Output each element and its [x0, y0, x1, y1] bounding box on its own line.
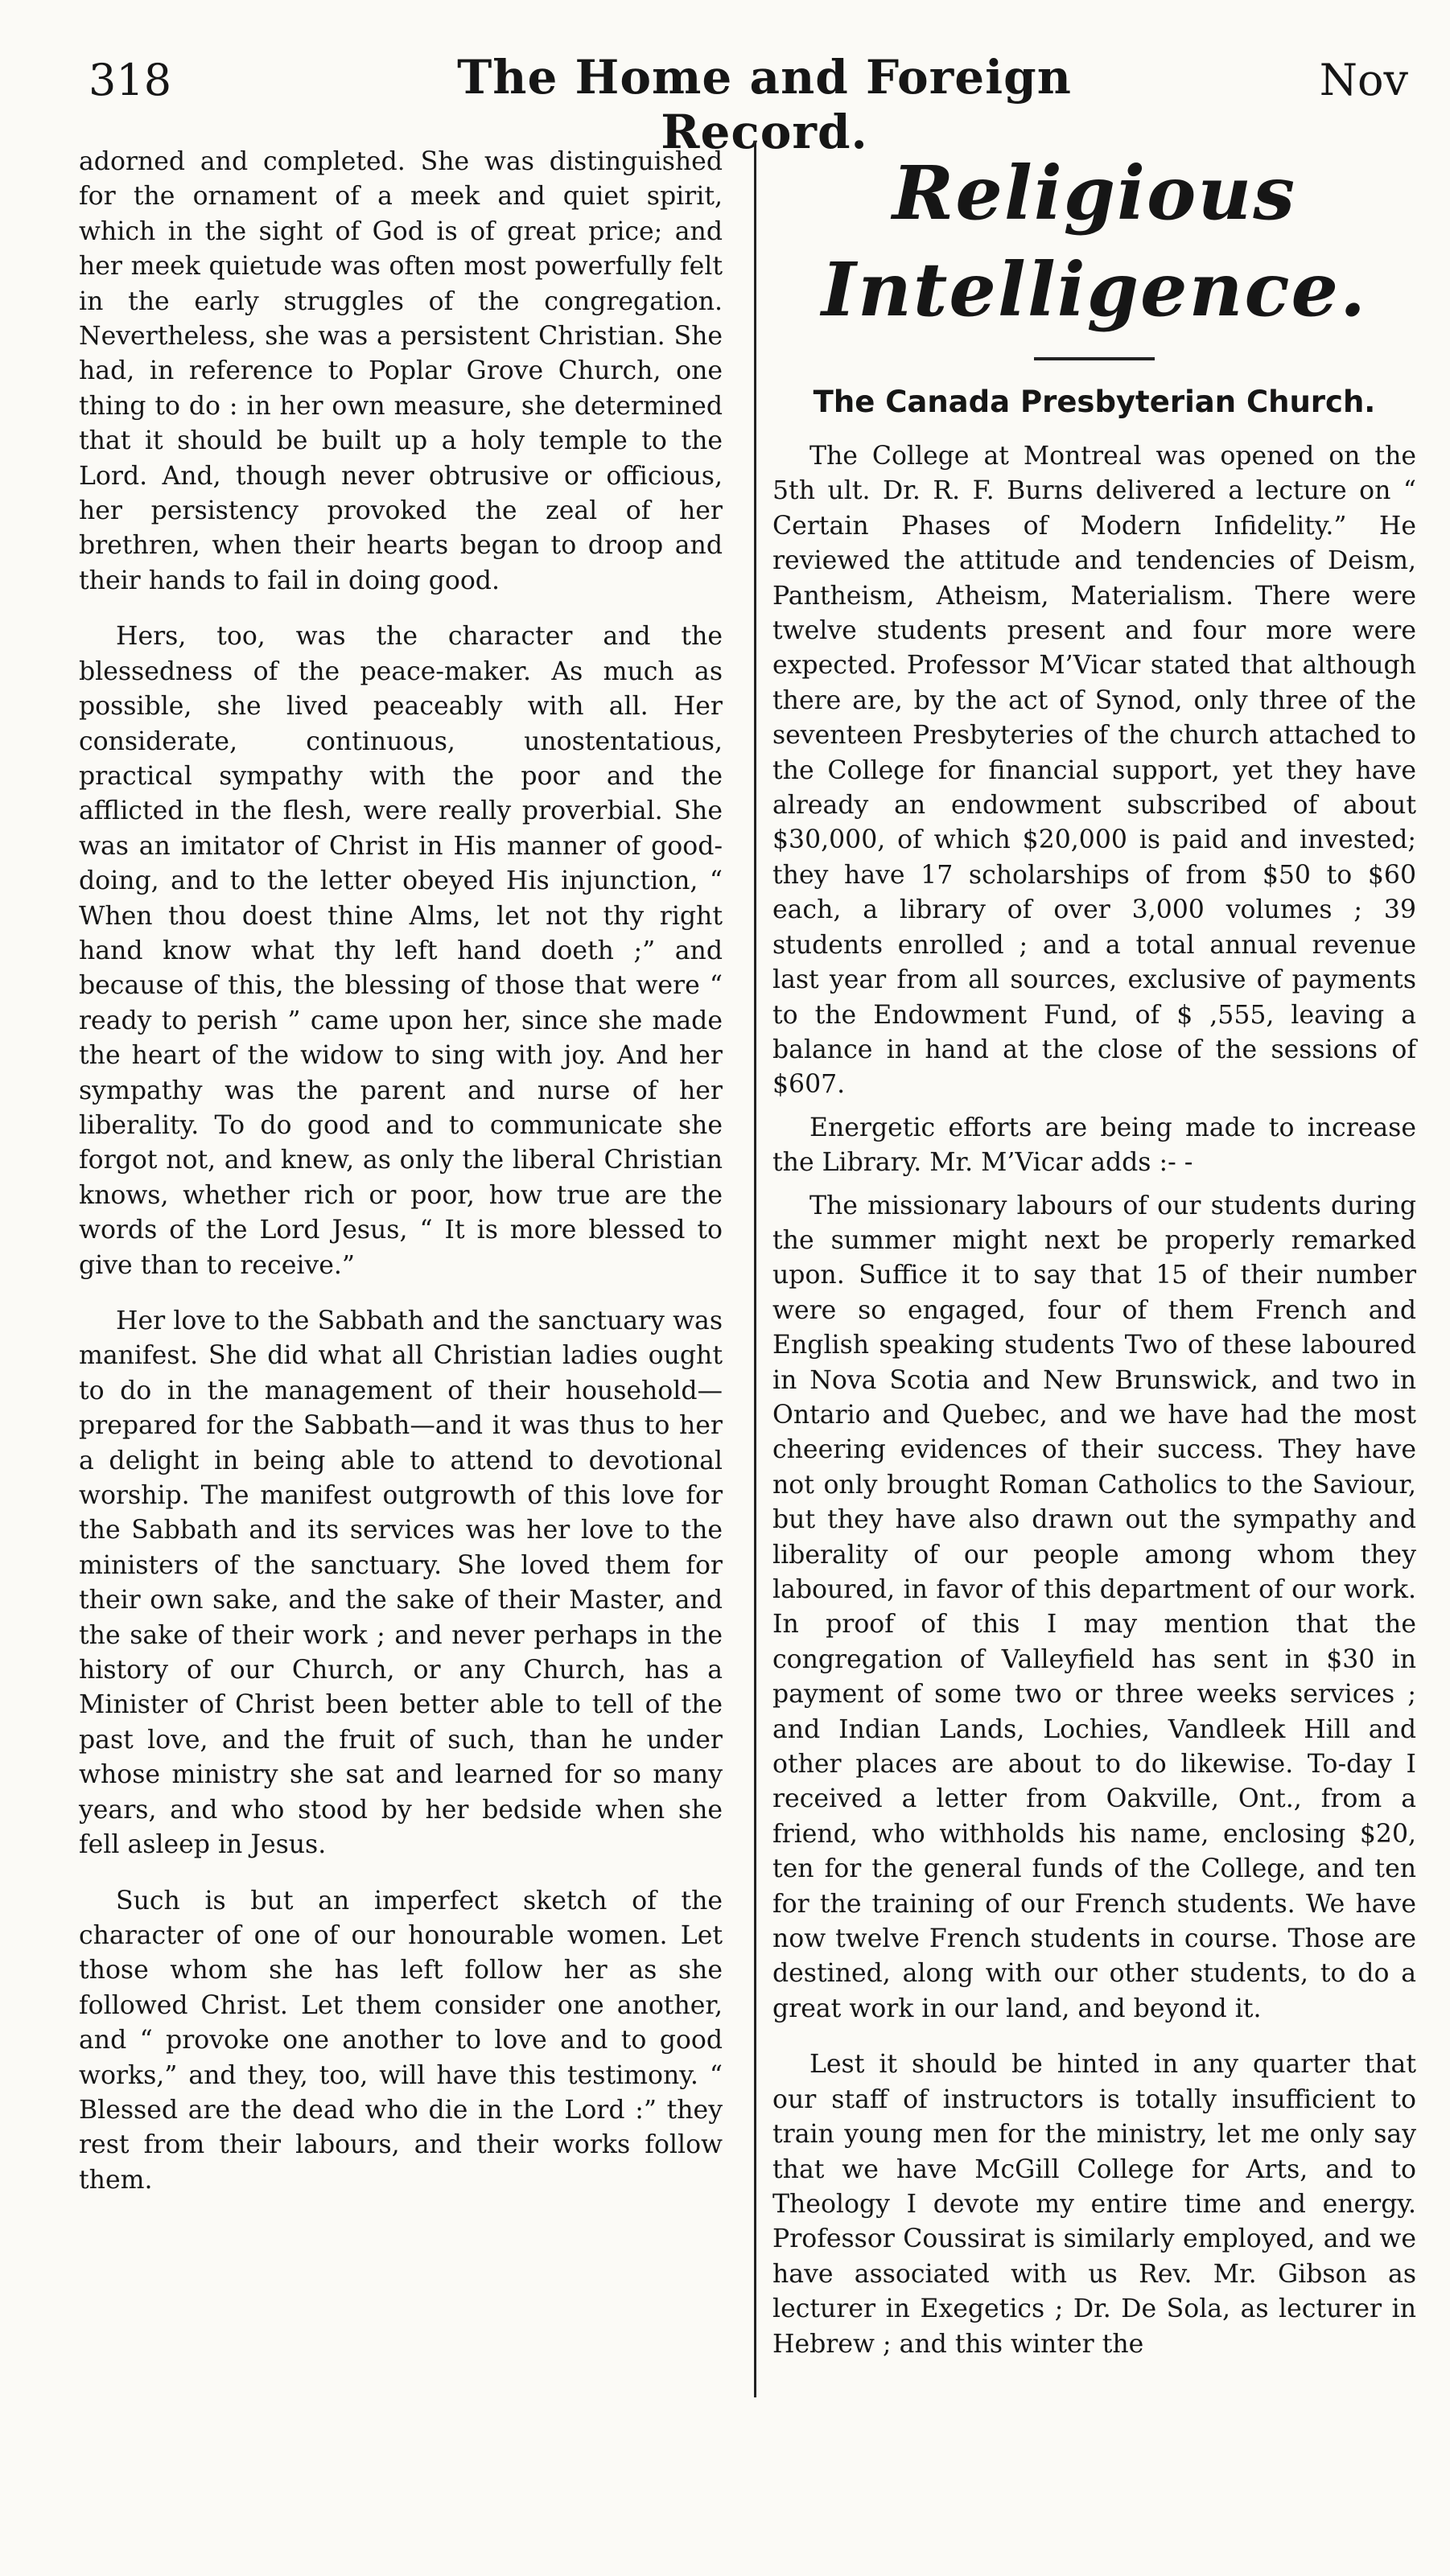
article-title: The Canada Presbyterian Church.: [813, 385, 1376, 419]
page-header: [89, 50, 1408, 159]
heading-rule: [1034, 357, 1155, 360]
paragraph: The College at Montreal was opened on the 5th ult. Dr. R. F. Burns delivered a lecture on “ Certain Phases of Modern Infidelity.” He reviewed the attitude and tendencies of Deism, Pantheism, Atheism, Materialism. There were twelve students present and four more were expected. Professor M’Vicar stated that although there are, by the act of Synod, only three of the seventeen Presbyteries of the church attached to the College for financial support, yet they have already an endowment subscribed of about $30,000, of which $20,000 is paid and invested; they have 17 scholarships of from $50 to $60 each, a library of over 3,000 volumes ; 39 students enrolled ; and a total annual revenue last year from all sources, exclusive of payments to the Endowment Fund, of $ ,555, leaving a balance in hand at the close of the sessions of $607.: [772, 442, 1416, 1100]
paragraph: adorned and completed. She was distinguished for the ornament of a meek and quiet spirit, which in the sight of God is of great price; and her meek quietude was often most powerfully felt in the early struggles of the congregation. Nevertheless, she was a persistent Christian. She had, in reference to Poplar Grove Church, one thing to do : in her own measure, she determined that it should be built up a holy temple to the Lord. And, though never obtrusive or officious, her persistency provoked the zeal of her brethren, when their hearts began to droop and their hands to fail in doing good.: [79, 147, 723, 595]
left-column: [79, 145, 723, 2219]
paragraph: Energetic efforts are being made to increase the Library. Mr. M’Vicar adds :- -: [772, 1113, 1416, 1178]
paragraph: Lest it should be hinted in any quarter that our staff of instructors is totally insufficient to train young men for the ministry, let me only say that we have McGill College for Arts, and to Theology I devote my entire time and energy. Professor Coussirat is similarly employed, and we have associated with us Rev. Mr. Gibson as lecturer in Exegetics ; Dr. De Sola, as lecturer in Hebrew ; and this winter the: [772, 2050, 1416, 2359]
paragraph: Her love to the Sabbath and the sanctuary was manifest. She did what all Christian ladies ought to do in the management of their household—prepared for the Sabbath—and it was thus to her a delight in being able to attend to devotional worship. The manifest outgrowth of this love for the Sabbath and its services was her love to the ministers of the sanctuary. She loved them for their own sake, and the sake of their Master, and the sake of their work ; and never perhaps in the history of our Church, or any Church, has a Minister of Christ been better able to tell of the past love, and the fruit of such, than he under whose ministry she sat and learned for so many years, and who stood by her bedside when she fell asleep in Jesus.: [79, 1307, 723, 1860]
right-column: [772, 145, 1416, 2383]
paragraph: Such is but an imperfect sketch of the character of one of our honourable women. Let those whom she has left follow her as she followed Christ. Let them consider one another, and “ provoke one another to love and to good works,” and they, too, will have this testimony. “ Blessed are the dead who die in the Lord :” they rest from their labours, and their works follow them.: [79, 1886, 723, 2195]
paragraph: The missionary labours of our students during the summer might next be properly remarked upon. Suffice it to say that 15 of their number were so engaged, four of them French and English speaking students Two of these laboured in Nova Scotia and New Brunswick, and two in Ontario and Quebec, and we have had the most cheering evidences of their success. They have not only brought Roman Catholics to the Saviour, but they have also drawn out the sympathy and liberality of our people among whom they laboured, in favor of this department of our work. In proof of this I may mention that the congregation of Valleyfield has sent in $30 in payment of some two or three weeks services ; and Indian Lands, Lochies, Vandleek Hill and other places are about to do likewise. To-day I received a letter from Oakville, Ont., from a friend, who withholds his name, enclosing $20, ten for the general funds of the College, and ten for the training of our French students. We have now twelve French students in course. Those are destined, along with our other students, to do a great work in our land, and beyond it.: [772, 1191, 1416, 2023]
paragraph: Hers, too, was the character and the blessedness of the peace-maker. As much as possible, she lived peaceably with all. Her considerate, continuous, unostentatious, practical sympathy with the poor and the afflicted in the flesh, were really proverbial. She was an imitator of Christ in His manner of good-doing, and to the letter obeyed His injunction, “ When thou doest thine Alms, let not thy right hand know what thy left hand doeth ;” and because of this, the blessing of those that were “ ready to perish ” came upon her, since she made the heart of the widow to sing with joy. And her sympathy was the parent and nurse of her liberality. To do good and to communicate she forgot not, and knew, as only the liberal Christian knows, whether rich or poor, how true are the words of the Lord Jesus, “ It is more blessed to give than to receive.”: [79, 622, 723, 1280]
running-title: The Home and Foreign Record.: [457, 50, 1072, 159]
header-month: Nov: [1319, 55, 1408, 105]
column-divider: [754, 141, 756, 2397]
page-number: 318: [89, 55, 172, 105]
section-heading: Religious Intelligence.: [821, 150, 1368, 333]
